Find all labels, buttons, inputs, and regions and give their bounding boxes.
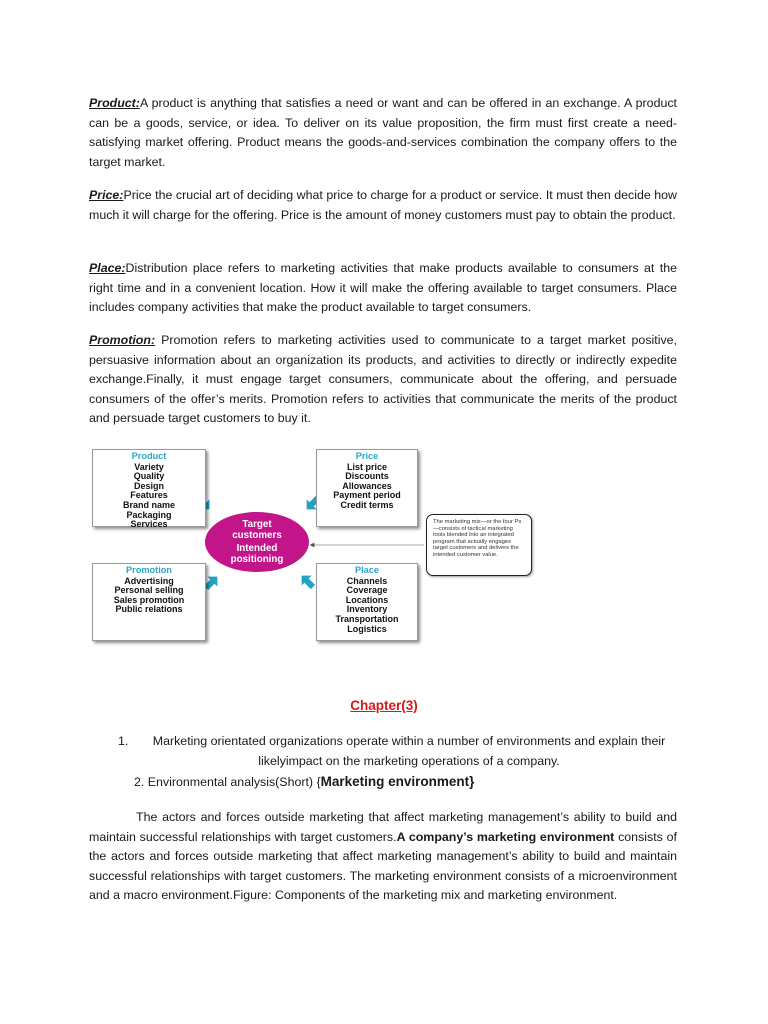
list-item-strong: Marketing environment} [320,774,475,789]
product-box [92,449,206,530]
text-place: Distribution place refers to marketing activities that make products available to consumers at the right time and in a convenient location. How it will make the offering available to target consumers. Place includes company activities that make the product available to target consumers. [89,261,677,315]
list-item-text: 2. Environmental analysis(Short) { [134,775,321,789]
price-item: Payment period [333,490,401,501]
list-item [134,772,474,793]
target-customers-hub [205,512,309,572]
list-item [118,732,678,771]
list-item-text: Marketing orientated organizations operate within a number of environments and explain their likelyimpact on the marketing operations of a company. [152,734,666,768]
product-item: Design [133,480,164,491]
price-heading: Price [355,451,379,461]
product-item: Variety [134,461,164,472]
chapter-heading: Chapter(3) [350,698,418,713]
term-promotion: Promotion: [89,333,156,347]
term-place: Place: [89,261,126,275]
term-price: Price: [89,188,124,202]
list-number: 1. [118,734,129,748]
closing-part2: consists of the actors and forces outside marketing that affect marketing management’s ability to build and maintain successful relationships with target customers. The marketing environment consists of a microenvironment and a macro environment.Figure: Components of the marketing mix and marketing environment. [89,829,677,903]
product-heading: Product [131,451,167,461]
place-item: Locations [345,594,389,605]
product-item: Services [130,519,168,530]
place-heading: Place [354,565,379,575]
marketing-mix-note: The marketing mix—or the four Ps—consists of tactical marketing tools blended into an integrated program that actually engages target customers and delivers the intended customer value. [426,514,532,576]
term-product: Product: [89,96,140,110]
price-box [316,449,418,527]
text-promotion: Promotion refers to marketing activities used to communicate to a target market positive, persuasive information about an organization its products, and activities to directly or indirectly expedite exchange.Finally, it must engage target consumers, communicate about the offering, and persuade consumers of the offer’s merits. Promotion refers to activities that communicate the merits of the product and persuade target customers to buy it. [89,333,677,426]
price-item: Discounts [345,471,389,482]
closing-part1: The actors and forces outside marketing that affect marketing management’s ability to build and maintain successful relationships with target customers. [89,810,677,844]
closing-bold: A company’s marketing environment [396,829,615,844]
promotion-heading: Promotion [126,565,172,575]
place-item: Coverage [346,585,388,596]
hub-line: Target [242,519,272,530]
promotion-item: Public relations [115,604,183,615]
promotion-item: Advertising [124,575,174,586]
product-item: Brand name [122,499,175,510]
hub-line: customers [232,529,282,541]
place-item: Channels [346,575,388,586]
paragraph-product [89,94,677,172]
text-price: Price the crucial art of deciding what price to charge for a product or service. It must then decide how much it will charge for the offering. Price is the amount of money customers must pay to obtain the product. [89,188,677,222]
promotion-item: Personal selling [114,585,184,596]
place-item: Transportation [335,613,399,624]
paragraph-price [89,186,677,225]
hub-line: Intended [236,543,278,555]
hub-line: positioning [230,553,284,565]
paragraph-marketing-environment [89,808,677,906]
paragraph-place [89,259,677,318]
price-item: Credit terms [340,499,394,510]
product-item: Features [130,490,168,501]
arrow-place-icon [297,571,318,592]
product-item: Packaging [126,509,172,520]
place-box [316,563,418,641]
price-item: Allowances [342,480,392,491]
promotion-box [92,563,206,641]
place-item: Logistics [347,623,387,634]
price-item: List price [346,461,387,472]
product-item: Quality [133,471,165,482]
promotion-item: Sales promotion [113,594,185,605]
place-item: Inventory [346,604,388,615]
text-product: A product is anything that satisfies a need or want and can be offered in an exchange. A product can be a goods, service, or idea. To deliver on its value proposition, the firm must first create a need-satisfying market offering. Product means the goods-and-services combination the company offers to the target market. [89,96,677,169]
paragraph-promotion [89,331,677,429]
